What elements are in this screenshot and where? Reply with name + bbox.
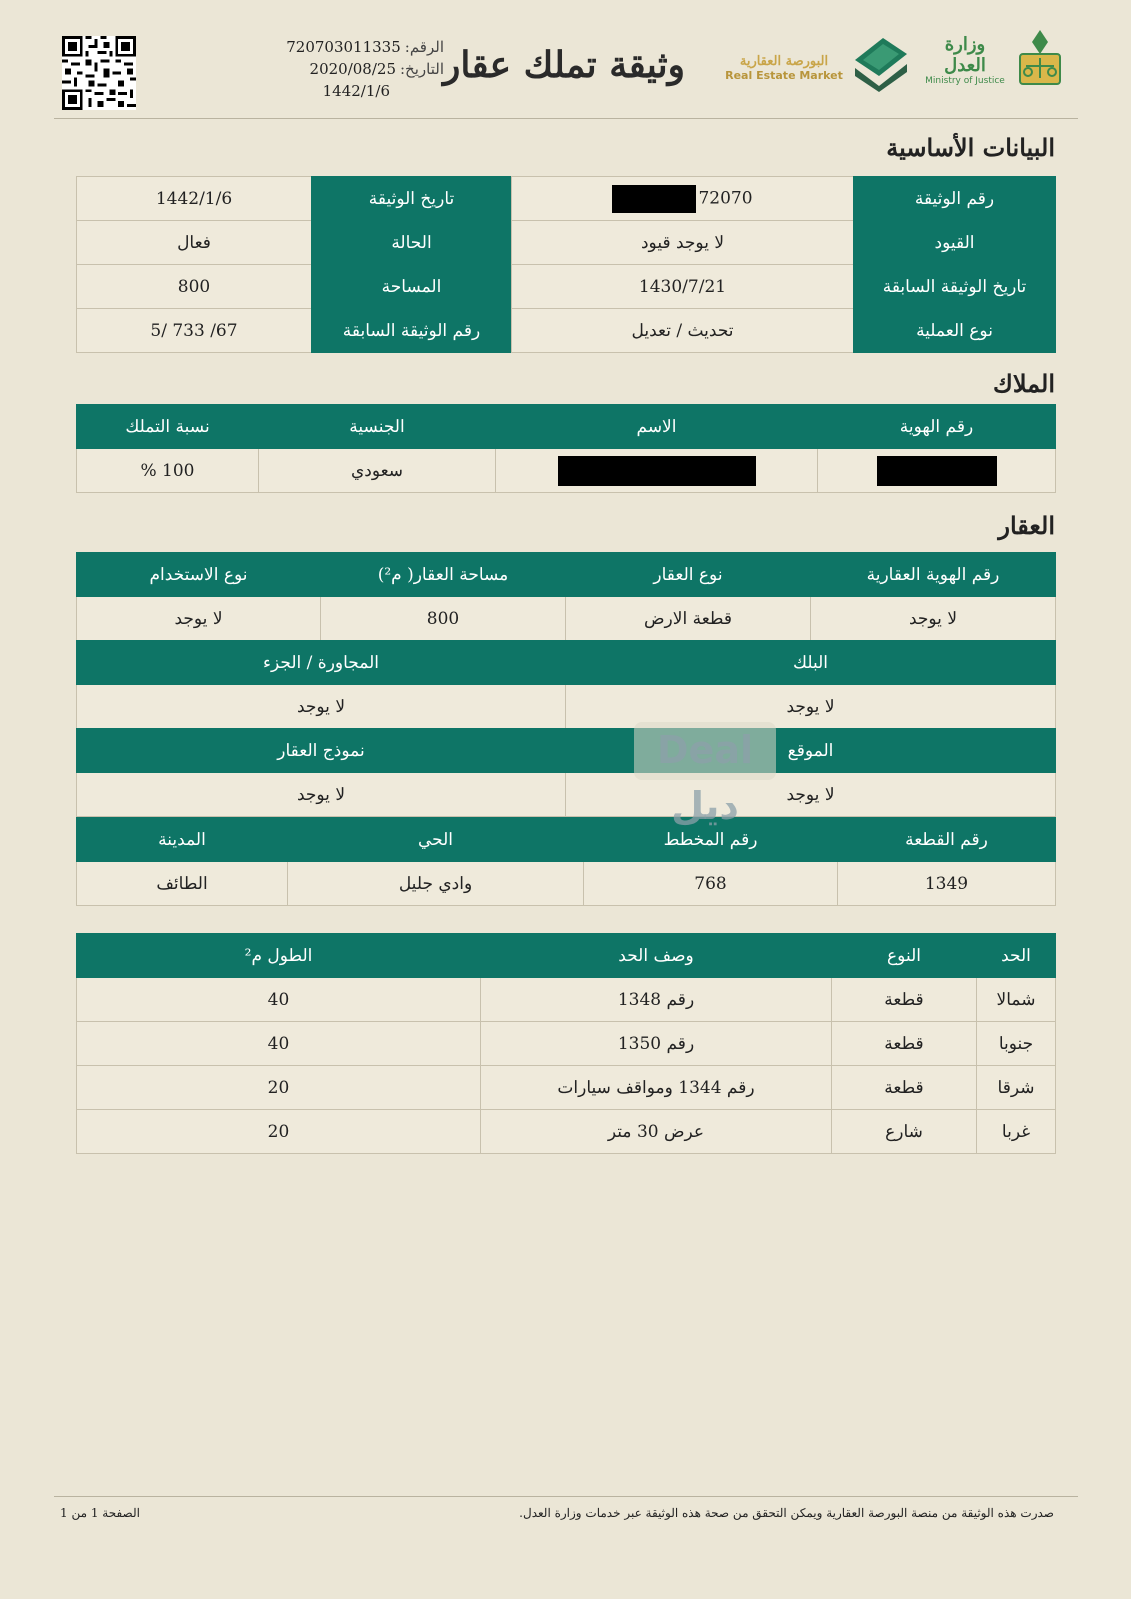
table-header-row — [77, 405, 1056, 449]
footer-note: صدرت هذه الوثيقة من منصة البورصة العقارية ويمكن التحقق من صحة هذه الوثيقة عبر خدمات وزارة العدل. — [519, 1506, 1054, 1520]
header-boundary-description: وصف الحد — [481, 934, 832, 978]
number-value: 720703011335 — [286, 38, 401, 56]
header-district: الحي — [288, 818, 584, 862]
boundary-description: رقم 1350 — [481, 1022, 832, 1066]
owner-share: 100 % — [77, 449, 259, 493]
header-boundary-type: النوع — [832, 934, 977, 978]
owner-nationality: سعودي — [259, 449, 496, 493]
basic-data-title: البيانات الأساسية — [886, 133, 1055, 162]
table-row — [77, 685, 1056, 729]
value-usage-type: لا يوجد — [77, 597, 321, 641]
boundary-length: 40 — [77, 978, 481, 1022]
table-header-row — [77, 934, 1056, 978]
value-property-model: لا يوجد — [77, 773, 566, 817]
value-doc-date: 1442/1/6 — [77, 177, 312, 221]
value-operation-type: تحديث / تعديل — [512, 309, 854, 353]
label-doc-date: تاريخ الوثيقة — [312, 177, 512, 221]
basic-data-table — [76, 176, 1056, 353]
property-table-main — [76, 552, 1056, 641]
value-neighborhood-part: لا يوجد — [77, 685, 566, 729]
date-label: التاريخ: — [400, 60, 444, 78]
footer-divider — [54, 1496, 1078, 1497]
real-estate-market-icon — [849, 30, 911, 92]
header-scheme-number: رقم المخطط — [584, 818, 838, 862]
boundary-direction: شمالا — [977, 978, 1056, 1022]
header-city: المدينة — [77, 818, 288, 862]
table-row — [77, 597, 1056, 641]
header-property-model: نموذج العقار — [77, 729, 566, 773]
boundary-direction: شرقا — [977, 1066, 1056, 1110]
boundary-type: قطعة — [832, 1022, 977, 1066]
label-prev-doc-number: رقم الوثيقة السابقة — [312, 309, 512, 353]
redaction-bar — [877, 456, 997, 486]
redaction-bar — [612, 185, 696, 213]
header-usage-type: نوع الاستخدام — [77, 553, 321, 597]
table-header-row — [77, 553, 1056, 597]
header-plot-number: رقم القطعة — [838, 818, 1056, 862]
value-plot-number: 1349 — [838, 862, 1056, 906]
value-property-area: 800 — [321, 597, 566, 641]
table-header-row — [77, 729, 1056, 773]
label-doc-number: رقم الوثيقة — [854, 177, 1056, 221]
value-location: لا يوجد — [566, 773, 1056, 817]
value-scheme-number: 768 — [584, 862, 838, 906]
deal-watermark: Deal ديل — [634, 722, 776, 780]
value-prev-doc-number: 5/ 733 /67 — [77, 309, 312, 353]
rem-logo-arabic: البورصة العقارية — [739, 54, 829, 69]
table-row — [77, 309, 1056, 353]
owner-name-cell — [496, 449, 818, 493]
value-restrictions: لا يوجد قيود — [512, 221, 854, 265]
header-property-area: مساحة العقار( م²) — [321, 553, 566, 597]
document-title: وثيقة تملك عقار — [443, 44, 685, 86]
qr-code — [62, 36, 136, 110]
document-meta — [204, 36, 444, 102]
boundary-description: رقم 1344 ومواقف سيارات — [481, 1066, 832, 1110]
value-block: لا يوجد — [566, 685, 1056, 729]
redaction-bar — [558, 456, 756, 486]
boundaries-table — [76, 933, 1056, 1154]
table-row — [77, 1110, 1056, 1154]
header-boundary: الحد — [977, 934, 1056, 978]
ministry-emblem-icon — [1010, 26, 1070, 88]
table-row — [77, 265, 1056, 309]
value-city: الطائف — [77, 862, 288, 906]
owners-table — [76, 404, 1056, 493]
label-area: المساحة — [312, 265, 512, 309]
table-row — [77, 221, 1056, 265]
header-block: البلك — [566, 641, 1056, 685]
header-boundary-length: الطول م² — [77, 934, 481, 978]
moj-logo-english: Ministry of Justice — [925, 76, 1005, 86]
boundary-length: 20 — [77, 1066, 481, 1110]
header-location: الموقع — [566, 729, 1056, 773]
boundary-description: رقم 1348 — [481, 978, 832, 1022]
table-row — [77, 177, 1056, 221]
boundary-direction: جنوبا — [977, 1022, 1056, 1066]
page-number: الصفحة 1 من 1 — [60, 1506, 140, 1520]
document-header — [54, 26, 1078, 118]
boundary-length: 20 — [77, 1110, 481, 1154]
label-prev-doc-date: تاريخ الوثيقة السابقة — [854, 265, 1056, 309]
label-restrictions: القيود — [854, 221, 1056, 265]
table-row — [77, 862, 1056, 906]
property-table-location — [76, 728, 1056, 817]
table-row — [77, 1066, 1056, 1110]
table-row — [77, 1022, 1056, 1066]
value-property-type: قطعة الارض — [566, 597, 811, 641]
property-table-plot — [76, 817, 1056, 906]
table-header-row — [77, 641, 1056, 685]
boundary-length: 40 — [77, 1022, 481, 1066]
header-name: الاسم — [496, 405, 818, 449]
header-neighborhood-part: المجاورة / الجزء — [77, 641, 566, 685]
header-divider — [54, 118, 1078, 119]
table-header-row — [77, 818, 1056, 862]
owners-title: الملاك — [993, 369, 1055, 398]
label-operation-type: نوع العملية — [854, 309, 1056, 353]
boundary-description: عرض 30 متر — [481, 1110, 832, 1154]
value-property-id: لا يوجد — [811, 597, 1056, 641]
table-row — [77, 449, 1056, 493]
value-status: فعال — [77, 221, 312, 265]
header-nationality: الجنسية — [259, 405, 496, 449]
boundary-direction: غربا — [977, 1110, 1056, 1154]
ministry-of-justice-logo — [922, 34, 1008, 86]
boundary-type: قطعة — [832, 978, 977, 1022]
value-prev-doc-date: 1430/7/21 — [512, 265, 854, 309]
property-table-block — [76, 640, 1056, 729]
date-value: 2020/08/25 — [309, 60, 396, 78]
boundary-type: شارع — [832, 1110, 977, 1154]
rem-logo-english: Real Estate Market — [725, 69, 843, 82]
value-district: وادي جليل — [288, 862, 584, 906]
header-property-type: نوع العقار — [566, 553, 811, 597]
label-status: الحالة — [312, 221, 512, 265]
hijri-date: 1442/1/6 — [322, 82, 390, 100]
value-area: 800 — [77, 265, 312, 309]
header-id-number: رقم الهوية — [818, 405, 1056, 449]
header-ownership-share: نسبة التملك — [77, 405, 259, 449]
real-estate-market-logo — [724, 54, 844, 82]
moj-logo-arabic: وزارة العدل — [944, 34, 986, 76]
owner-id-cell — [818, 449, 1056, 493]
table-row — [77, 773, 1056, 817]
property-title: العقار — [998, 511, 1055, 540]
table-row — [77, 978, 1056, 1022]
header-property-id: رقم الهوية العقارية — [811, 553, 1056, 597]
number-label: الرقم: — [404, 38, 444, 56]
boundary-type: قطعة — [832, 1066, 977, 1110]
value-doc-number: 72070 — [512, 177, 854, 221]
